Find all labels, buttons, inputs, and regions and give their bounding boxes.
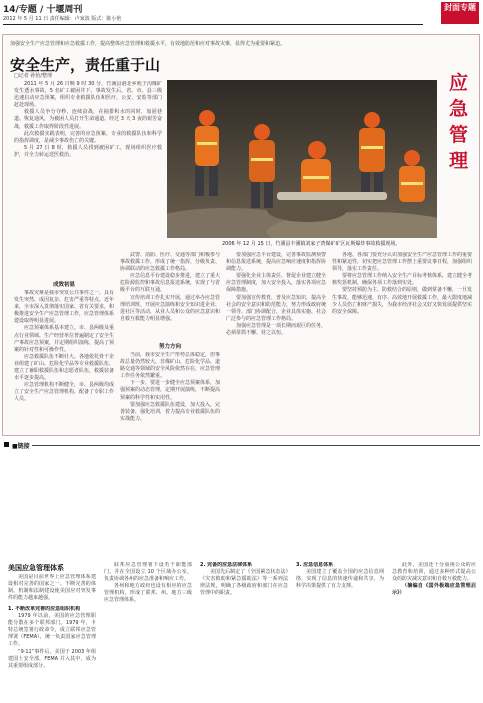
paragraph: 5 月 27 日 8 时，救援人员找到被困矿工，现场组织医疗救护，并全力转运送医救治。 (14, 144, 162, 158)
paragraph: 要坚持预防为主、防救结合的原则，做到常备不懈，一旦发生事故，能够迅速、有序、高效地开展救援工作，最大限度地减少人员伤亡和财产损失，为我市经济社会又好又快发展提供坚实的安全保障。 (332, 287, 472, 315)
article-headline: 安全生产，责任重于山 (10, 56, 161, 74)
rescue-photo (167, 80, 437, 238)
link-title: 美国应急管理体系 (8, 564, 64, 572)
source-note: （摘编自《国外极端应急管理启示》） (392, 583, 476, 597)
paragraph: 加强应急管理是一项长期而艰巨的任务，必须常抓不懈、持之以恒。 (226, 322, 326, 337)
paragraph: 事故灾难是我市突发公共事件之一，具有发生突然、成因复杂、危害严重等特点。近年来，全市深入贯彻落实国家、省有关要求，积极推进安全生产应急管理工作，应急管理体系建设取得明显进展。 (14, 290, 114, 325)
paragraph: 美国先后制定了《全国紧急状态法》《灾害救助和紧急援助法》等一系列法律法规，明确了各级政府和部门在应急管理中的职责。 (200, 569, 288, 597)
paragraph: 各州和地方政府也设有相应的应急管理机构，形成了联邦、州、地方三级应急管理体系。 (104, 583, 192, 604)
article-column-2b (120, 352, 220, 432)
paragraph: 联邦应急管理署下设若干职能部门，并在全国设立 10 个区域办公室，负责协调各州的应急准备和响应工作。 (104, 562, 192, 583)
link-column-5 (392, 562, 476, 701)
paragraph: 应急救援队伍不断壮大。各地依托骨干企业组建了矿山、危险化学品等专业救援队伍，建立了兼职救援队伍和志愿者队伍，救援装备水平逐步提高。 (14, 353, 114, 382)
link-column-1-sub (8, 606, 96, 701)
paragraph: 要加强应急平台建设，完善事故监测预警和信息报送系统，提高应急响应速度和指挥协调能力。 (226, 252, 326, 273)
article-column-4 (332, 252, 472, 432)
paragraph: 2011 年 5 月 26 日晚 9 时 30 分，竹溪县港北乡耗子沟煤矿发生透水事故，5 名矿工被困井下。事故发生后，省、市、县三级迅速启动应急预案，组织专业救援队伍和医疗、公安、安监等部门赶赴现场。 (14, 81, 162, 109)
link-column-2 (104, 562, 192, 701)
paragraph: 此外，美国还十分重视公众的应急教育和培训，通过多种形式提高公众的防灾减灾意识和自救互救能力。 (392, 562, 476, 583)
page-header (0, 0, 483, 34)
paragraph: 应急管理机构不断健全，市、县两级均成立了安全生产应急管理机构，配备了专职工作人员。 (14, 382, 114, 403)
link-square-icon (4, 442, 9, 447)
dateline: 2012 年 5 月 11 日 责任编辑：卢家波 版式：陈小艳 (3, 16, 122, 22)
paragraph: 救援人员争分夺秒，连续奋战，在抽排积水的同时，加固巷道、恢复通风，为被困人员打开生命通道。经过 3 天 3 夜的艰苦奋战，救援工作取得阶段性进展。 (14, 109, 162, 130)
header-rule (3, 24, 423, 25)
article-column-3 (226, 252, 326, 432)
paragraph: 武警、消防、医疗、交通等部门积极参与事故救援工作，形成了统一指挥、分级负责、协调联动的应急救援工作格局。 (120, 252, 220, 273)
paragraph: 应急预案体系基本建立。市、县两级及重点行业领域、生产经营单位普遍制定了安全生产事故应急预案，并定期组织演练，提高了预案的针对性和可操作性。 (14, 325, 114, 353)
subheading-direction: 努力方向 (158, 344, 181, 350)
subheading: 2. 完备的应急法律体系 (200, 562, 253, 568)
paragraph: 下一步，要进一步健全应急预案体系，加强预案的动态管理，定期开展演练，不断提高预案的科学性和实用性。 (120, 380, 220, 401)
paragraph: 当前，我市安全生产形势总体稳定，但事故总量仍然较大，非煤矿山、危险化学品、道路交通等领域的安全风险依然存在，应急管理工作任务依然繁重。 (120, 352, 220, 380)
link-label-text: ■链接 (12, 443, 30, 450)
paragraph: 此次救援实践表明，完善的应急预案、专业的救援队伍和科学的指挥调度，是减少事故伤亡的关键。 (14, 130, 162, 144)
paragraph: 要加强宣传教育，普及应急知识，提高全社会的安全意识和防范能力，努力形成政府统一领导、部门协调配合、企业具体实施、社会广泛参与的应急管理工作格局。 (226, 294, 326, 322)
subheading: 1. 不断改革完善的应急组织机构 (8, 606, 81, 612)
article-column-1b (14, 290, 114, 432)
link-column-1 (8, 574, 96, 604)
paragraph: 美国是目前世界上应急管理体系建设相对完善的国家之一。不断完善的体制、机制和法制建设使美国应对突发事件的能力越来越强。 (8, 574, 96, 602)
rescue-photo-illustration (167, 80, 437, 238)
link-label (12, 441, 30, 450)
paragraph: “9·11”事件后，美国于 2003 年组建国土安全部，FEMA 并入其中，成为其重要组成部分。 (8, 648, 96, 669)
paragraph: 宣传培训工作扎实开展，通过举办应急管理培训班、开展应急演练和安全知识进企业、进社区等活动，从业人员和公众的应急意识和自救互救能力明显增强。 (120, 294, 220, 322)
section-title: 14/专题 / 十堰周刊 (3, 5, 83, 15)
link-rule (32, 445, 480, 446)
article-intro: 加强安全生产应急管理和应急救援工作，提高整体应急管理和救援水平，有效地防范和应对事故灾难，显得尤为重要和紧迫。 (10, 41, 286, 47)
link-section-bar (2, 441, 480, 449)
paragraph: 要加强应急救援队伍建设，加大投入，完善装备，强化培训，着力提高专业救援队伍的实战能力。 (120, 401, 220, 422)
subheading-initial-results: 成效初显 (52, 282, 75, 288)
article-column-1 (14, 81, 162, 275)
link-column-3 (200, 562, 288, 701)
article-column-2 (120, 252, 220, 338)
paragraph: 美国建立了覆盖全国的应急信息网络，实现了信息的快速传递和共享，为科学决策提供了有力支撑。 (296, 569, 384, 590)
paragraph: 应急信息平台建设稳步推进，建立了重大危险源监控和事故信息报送系统，实现了与省级平台的互联互通。 (120, 273, 220, 294)
side-topic-text: 应急管理 (448, 72, 468, 172)
paragraph: 1979 年以前，美国的应急管理职能分散在多个联邦部门。1979 年，卡特总统签署行政命令，成立联邦应急管理署（FEMA），统一负责国家应急管理工作。 (8, 613, 96, 648)
cover-topic-badge: 封面专题 (441, 2, 479, 24)
paragraph: 各地、各部门要充分认识加强安全生产应急管理工作的重要性和紧迫性，切实把应急管理工作摆上重要议事日程，加强组织领导，落实工作责任。 (332, 252, 472, 273)
article-byline: □记者 孙怡/整理 (14, 73, 52, 79)
paragraph: 要将应急管理工作纳入安全生产目标考核体系，建立健全考核奖惩机制，确保各项工作落到实处。 (332, 273, 472, 287)
side-topic-tag (441, 70, 476, 220)
paragraph: 要强化企业主体责任，督促企业建立健全应急管理制度，加大安全投入，落实各项应急保障措施。 (226, 273, 326, 294)
subheading: 3. 应急信息体系 (296, 562, 334, 568)
link-column-4 (296, 562, 384, 701)
photo-caption: 2006 年 12 月 15 日，竹溪县丰溪镇刘家子湾煤矿矿区瓦斯爆炸事故救援现场。 (222, 241, 401, 247)
